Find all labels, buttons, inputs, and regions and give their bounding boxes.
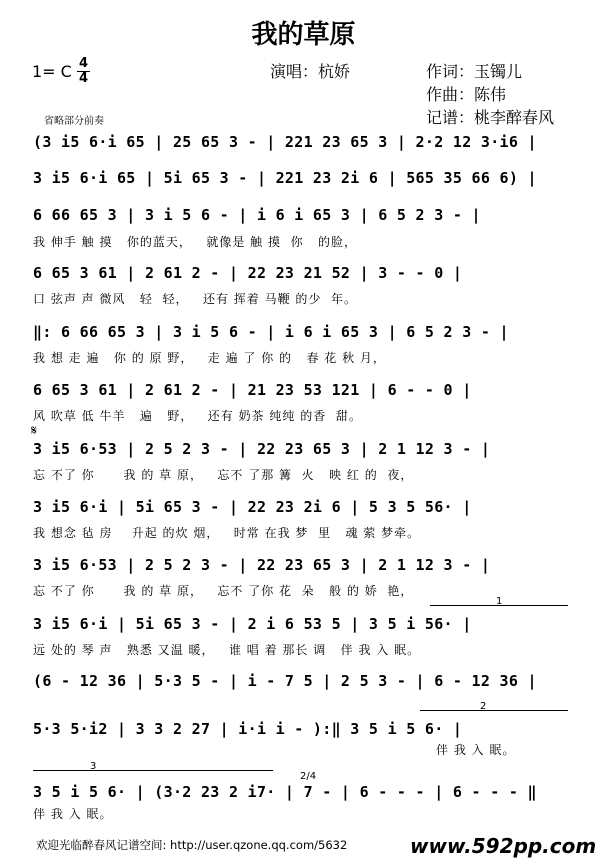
staff-6-notes: 6 65 3 61 | 2 61 2 - | 21 23 53 121 | 6 - - 0 | [33, 381, 472, 399]
staff-7-notes: 3 i5 6·53 | 2 5 2 3 - | 22 23 65 3 | 2 1 12 3 - | [33, 440, 491, 458]
transcriber-credit: 记谱：桃李醉春风 [426, 108, 555, 127]
staff-12-lyrics: 伴 我 入 眠。 [436, 743, 516, 757]
staff-13-lyrics: 伴 我 入 眠。 [33, 807, 113, 821]
staff-9-notes: 3 i5 6·53 | 2 5 2 3 - | 22 23 65 3 | 2 1 12 3 - | [33, 556, 491, 574]
staff-10-notes: 3 i5 6·i | 5i 65 3 - | 2 i 6 53 5 | 3 5 i 56· | [33, 615, 472, 633]
staff-1-notes: (3 i5 6·i 65 | 25 65 3 - | 221 23 65 3 | 2·2 12 3·i6 | [33, 133, 537, 151]
staff-8-notes: 3 i5 6·i | 5i 65 3 - | 22 23 2i 6 | 5 3 5 56· | [33, 498, 472, 516]
time-signature-top: 4 [79, 56, 89, 71]
meter-change-label: 2/4 [300, 771, 317, 782]
staff-5-notes: ‖: 6 66 65 3 | 3 i 5 6 - | i 6 i 65 3 | 6 5 2 3 - | [33, 323, 509, 341]
score-title: 我的草原 [251, 20, 356, 50]
volta-3-bracket [33, 770, 273, 771]
volta-3-label: 3 [90, 761, 97, 772]
volta-2-label: 2 [480, 701, 487, 712]
footer-welcome-text: 欢迎光临醉春风记谱空间: http://user.qzone.qq.com/5632 [36, 838, 348, 852]
staff-4-lyrics: 口 弦声 声 微风 轻 轻， 还有 挥着 马鞭 的少 年。 [33, 292, 358, 306]
staff-7-lyrics: 忘 不了 你 我 的 草 原， 忘不 了那 篝 火 映 红 的 夜， [33, 468, 414, 482]
staff-9-lyrics: 忘 不了 你 我 的 草 原， 忘不 了你 花 朵 般 的 娇 艳， [33, 584, 414, 598]
site-watermark[interactable]: www.592pp.com [410, 834, 597, 858]
staff-3-notes: 6 66 65 3 | 3 i 5 6 - | i 6 i 65 3 | 6 5 2 3 - | [33, 206, 481, 224]
staff-8-lyrics: 我 想念 毡 房 升起 的炊 烟， 时常 在我 梦 里 魂 萦 梦牵。 [33, 526, 421, 540]
time-signature-bottom: 4 [79, 71, 89, 86]
staff-12-notes: 5·3 5·i2 | 3 3 2 27 | i·i i - ):‖ 3 5 i 5 6· | [33, 720, 463, 738]
staff-11-notes: (6 - 12 36 | 5·3 5 - | i - 7 5 | 2 5 3 - | 6 - 12 36 | [33, 672, 537, 690]
volta-2-bracket [420, 710, 568, 711]
composer-credit: 作曲：陈伟 [426, 85, 507, 104]
singer-credit: 演唱：杭娇 [270, 62, 351, 81]
staff-4-notes: 6 65 3 61 | 2 61 2 - | 22 23 21 52 | 3 - - 0 | [33, 264, 463, 282]
staff-10-lyrics: 远 处的 琴 声 熟悉 又温 暖， 谁 唱 着 那长 调 伴 我 入 眠。 [33, 643, 421, 657]
staff-3-lyrics: 我 伸手 触 摸 你的蓝天， 就像是 触 摸 你 的脸， [33, 235, 358, 249]
segno-sign: 𝄋 [31, 423, 38, 439]
intro-note: 省略部分前奏 [44, 116, 104, 127]
lyricist-credit: 作词：玉镯儿 [426, 62, 523, 81]
staff-6-lyrics: 风 吹草 低 牛羊 遍 野， 还有 奶茶 纯纯 的香 甜。 [33, 409, 362, 423]
volta-1-label: 1 [496, 596, 503, 607]
staff-13-notes: 3 5 i 5 6· | (3·2 23 2 i7· | 7 - | 6 - - - | 6 - - - ‖ [33, 783, 537, 801]
staff-5-lyrics: 我 想 走 遍 你 的 原 野， 走 遍 了 你 的 春 花 秋 月， [33, 351, 386, 365]
key-signature: 1= C [32, 62, 72, 81]
staff-2-notes: 3 i5 6·i 65 | 5i 65 3 - | 221 23 2i 6 | 565 35 66 6) | [33, 169, 537, 187]
